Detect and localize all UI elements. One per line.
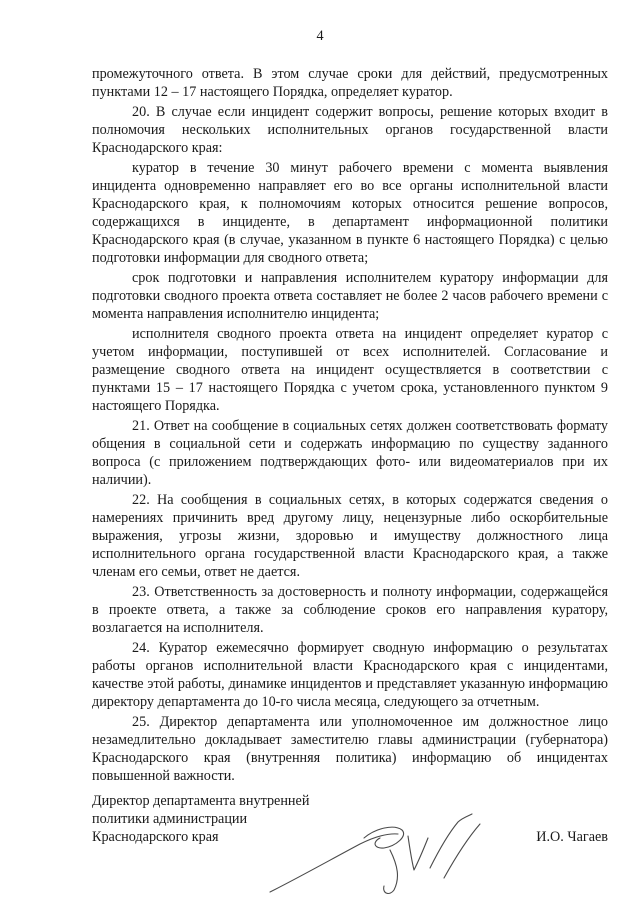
paragraph-item-22: 22. На сообщения в социальных сетях, в которых содержатся сведения о намерениях причинить вред другому лицу, нецензурные либо оскорбительные выражения, угрозы жизни, здоровью и имуществу должностного лица исполнительного органа государственной власти Краснодарского края, а также членам его семьи, ответ не дается. bbox=[92, 492, 608, 580]
handwritten-signature bbox=[268, 808, 498, 900]
paragraph-item-21: 21. Ответ на сообщение в социальных сетях должен соответствовать формату общения в социальной сети и содержать информацию по существу заданного вопроса (с приложением подтверждающих фото- или видеоматериалов при их наличии). bbox=[92, 418, 608, 488]
paragraph-curator-routing: куратор в течение 30 минут рабочего времени с момента выявления инцидента одновременно направляет его во все органы исполнительной власти Краснодарского края, к полномочиям которых относится решение вопросов, содержащихся в инциденте, в департамент информационной политики Краснодарского края (в случае, указанном в пункте 6 настоящего Порядка) с целью подготовки информации для сводного ответа; bbox=[92, 160, 608, 266]
position-line-3: Краснодарского края bbox=[92, 829, 219, 845]
paragraph-executor-assignment: исполнителя сводного проекта ответа на инцидент определяет куратор с учетом информации, поступившей от всех исполнителей. Согласование и размещение сводного ответа на инцидент осуществляется в соответствии с пунктами 15 – 17 настоящего Порядка с учетом срока, установленного пунктом 9 настоящего Порядка. bbox=[92, 326, 608, 414]
paragraph-continuation: промежуточного ответа. В этом случае сроки для действий, предусмотренных пунктами 12 – 17 настоящего Порядка, определяет куратор. bbox=[92, 66, 608, 100]
signer-name: И.О. Чагаев bbox=[536, 829, 608, 845]
document-body bbox=[92, 65, 608, 785]
position-line-2: политики администрации bbox=[92, 811, 248, 827]
paragraph-item-25: 25. Директор департамента или уполномоченное им должностное лицо незамедлительно докладывает заместителю главы администрации (губернатора) Краснодарского края (внутренняя политика) информацию об инцидентах повышенной важности. bbox=[92, 714, 608, 784]
page-number: 4 bbox=[316, 28, 324, 44]
paragraph-item-24: 24. Куратор ежемесячно формирует сводную информацию о результатах работы органов исполнительной власти Краснодарского края с инцидентами, качестве этой работы, динамике инцидентов и представляет указанную информацию директору департамента до 10-го числа месяца, следующего за отчетным. bbox=[92, 640, 608, 710]
position-line-1: Директор департамента внутренней bbox=[92, 793, 310, 809]
paragraph-item-20: 20. В случае если инцидент содержит вопросы, решение которых входит в полномочия нескольких исполнительных органов государственной власти Краснодарского края: bbox=[92, 104, 608, 156]
paragraph-item-23: 23. Ответственность за достоверность и полноту информации, содержащейся в проекте ответа, а также за соблюдение сроков его направления куратору, возлагается на исполнителя. bbox=[92, 584, 608, 636]
paragraph-deadline: срок подготовки и направления исполнителем куратору информации для подготовки сводного проекта ответа составляет не более 2 часов рабочего времени с момента направления исполнителю инцидента; bbox=[92, 270, 608, 322]
